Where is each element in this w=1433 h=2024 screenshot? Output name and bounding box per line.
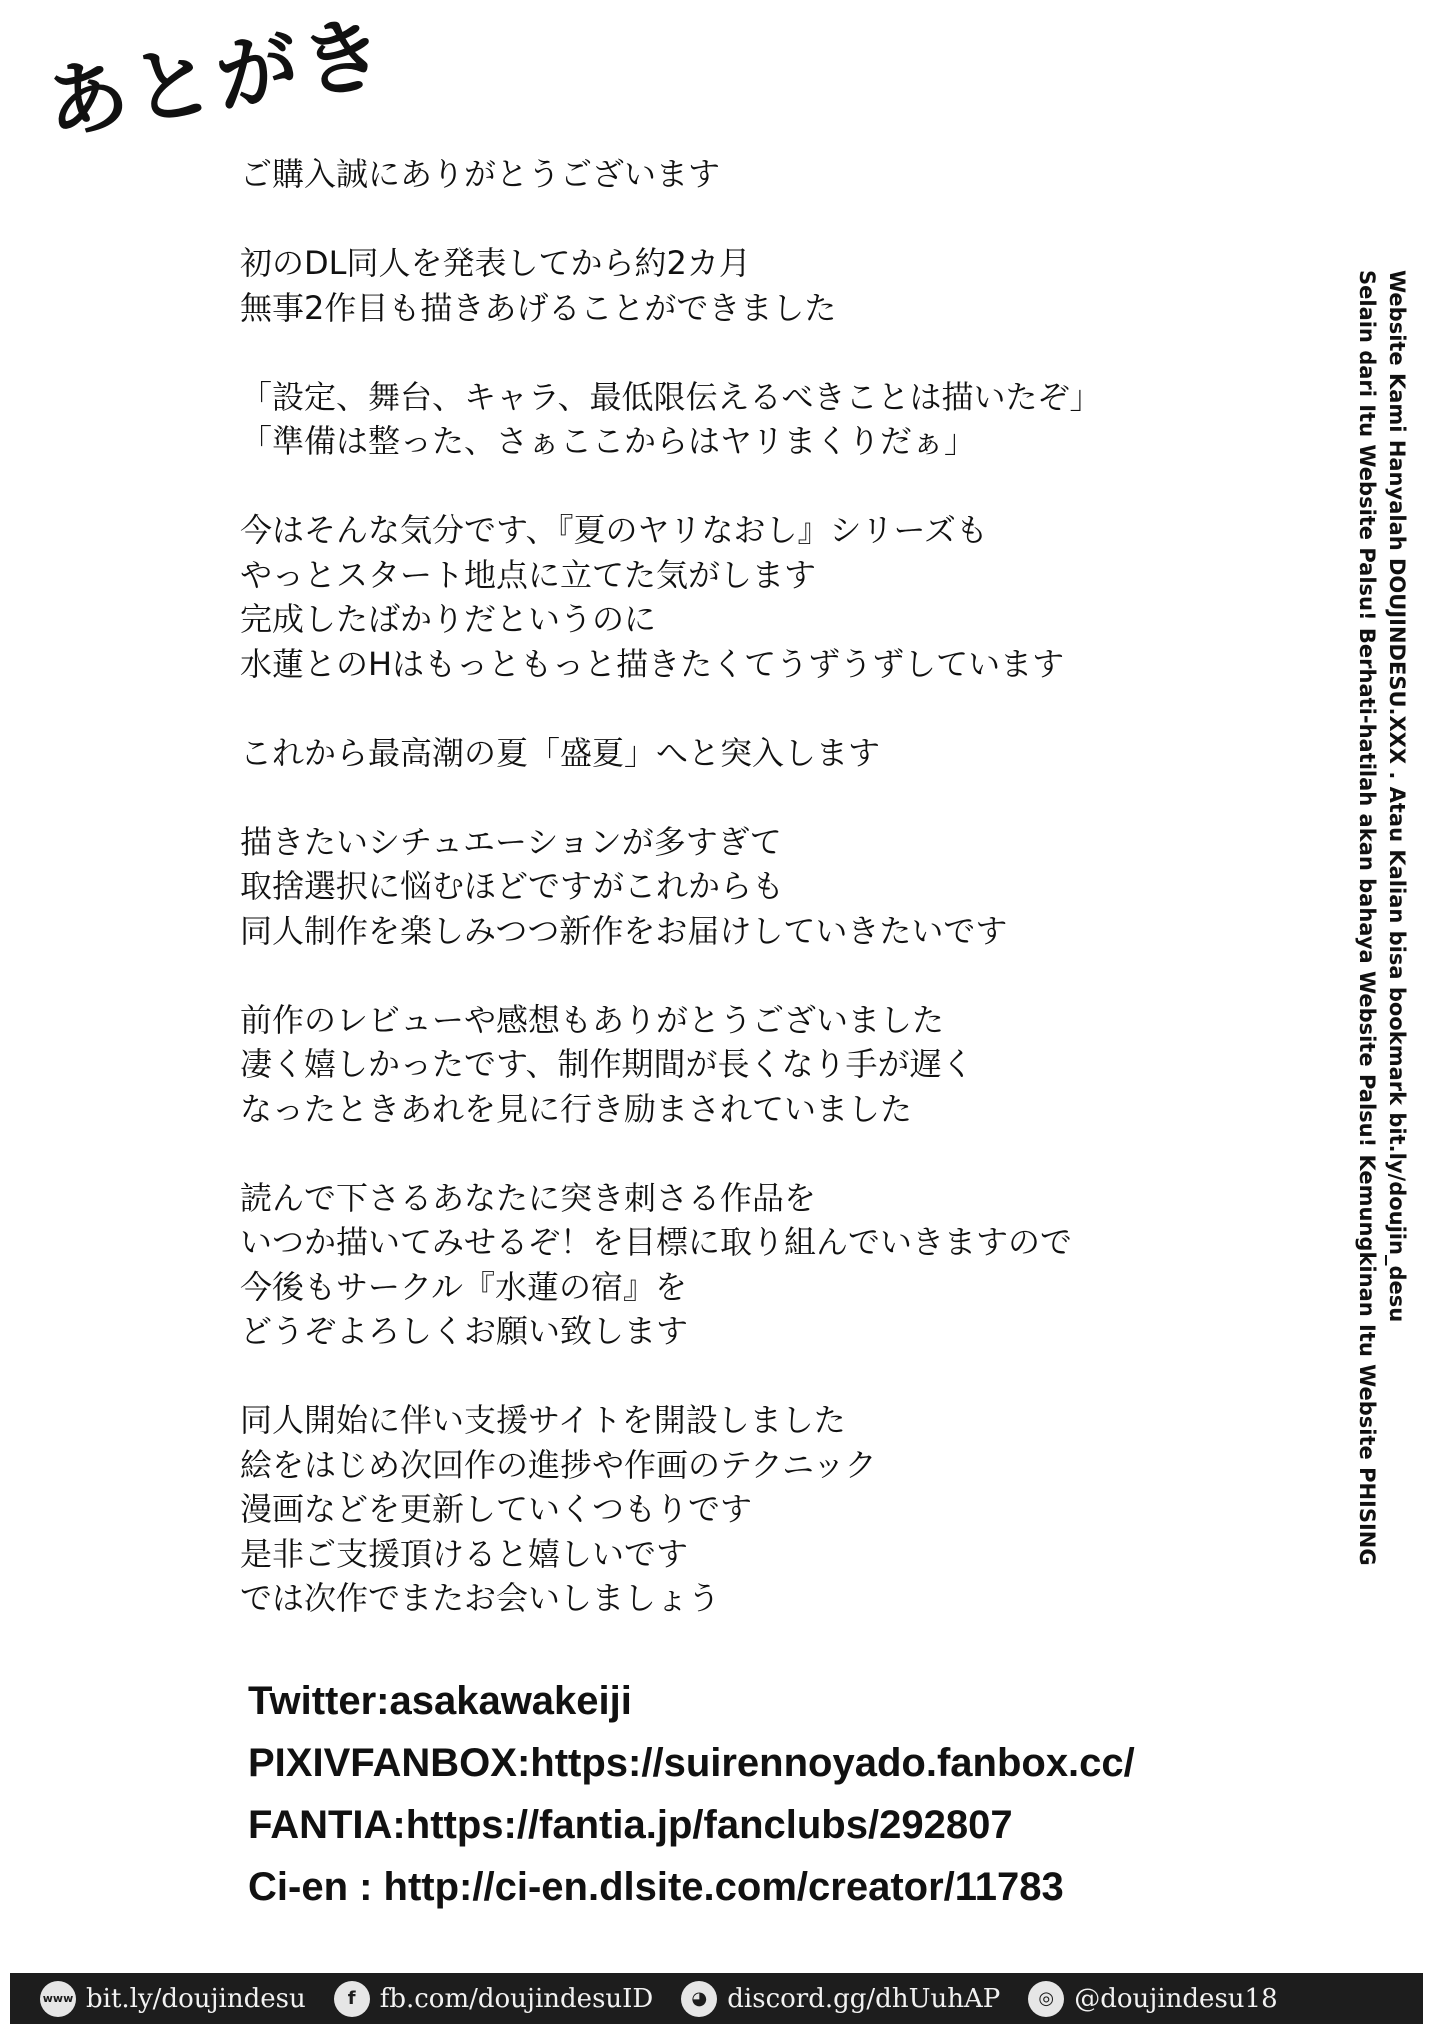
- footer-link-text: fb.com/doujindesuID: [379, 1983, 654, 2014]
- side-notice: [1352, 270, 1412, 1566]
- globe-icon: www: [40, 1981, 76, 2017]
- text-line: 「設定、舞台、キャラ、最低限伝えるべきことは描いたぞ」: [240, 377, 1102, 416]
- paragraph: [240, 375, 1300, 464]
- footer-link[interactable]: [40, 1981, 306, 2017]
- text-line: 同人開始に伴い支援サイトを開設しました: [240, 1401, 846, 1439]
- text-line: 今はそんな気分です、『夏のヤリなおし』シリーズも: [240, 511, 988, 549]
- paragraph: [240, 1176, 1300, 1354]
- page-title: あとがき: [39, 5, 395, 154]
- text-line: 読んで下さるあなたに突き刺さる作品を: [240, 1178, 817, 1217]
- notice-line: Selain dari Itu Website Palsu! Berhati-hatilah akan bahaya Website Palsu! Kemungkinan Itu Website PHISING: [1355, 270, 1379, 1566]
- notice-line: Website Kami Hanyalah DOUJINDESU.XXX . Atau Kalian bisa bookmark bit.ly/doujin_desu: [1385, 270, 1409, 1323]
- social-link[interactable]: Twitter:asakawakeiji: [248, 1679, 632, 1723]
- text-line: 絵をはじめ次回作の進捗や作画のテクニック: [240, 1445, 877, 1484]
- footer-link[interactable]: [1028, 1981, 1277, 2017]
- text-line: 是非ご支援頂けると嬉しいです: [240, 1534, 689, 1573]
- text-line: 取捨選択に悩むほどですがこれからも: [240, 867, 785, 905]
- footer-link-text: bit.ly/doujindesu: [86, 1983, 306, 2014]
- text-line: 無事2作目も描きあげることができました: [240, 288, 837, 327]
- paragraph: [240, 1398, 1300, 1621]
- text-line: ご購入誠にありがとうございます: [240, 155, 721, 193]
- discord-icon: ◕: [681, 1981, 717, 2017]
- text-line: これから最高潮の夏「盛夏」へと突入します: [240, 733, 881, 772]
- paragraph: [240, 241, 1300, 330]
- text-line: やっとスタート地点に立てた気がします: [240, 555, 817, 594]
- link-list: [248, 1670, 1135, 1918]
- footer-link[interactable]: [334, 1981, 654, 2017]
- text-line: 今後もサークル『水蓮の宿』を: [240, 1267, 688, 1306]
- afterword-body: [240, 152, 1300, 1665]
- social-link[interactable]: Ci-en : http://ci-en.dlsite.com/creator/11783: [248, 1865, 1064, 1909]
- text-line: 漫画などを更新していくつもりです: [240, 1490, 753, 1528]
- text-line: 凄く嬉しかったです、制作期間が長くなり手が遅く: [240, 1045, 974, 1083]
- facebook-icon: f: [334, 1981, 370, 2017]
- text-line: 描きたいシチュエーションが多すぎて: [240, 822, 782, 861]
- text-line: では次作でまたお会いしましょう: [240, 1579, 721, 1617]
- text-line: 同人制作を楽しみつつ新作をお届けしていきたいです: [240, 911, 1008, 950]
- paragraph: [240, 998, 1300, 1132]
- text-line: 前作のレビューや感想もありがとうございました: [240, 1000, 945, 1039]
- social-link[interactable]: FANTIA:https://fantia.jp/fanclubs/292807: [248, 1803, 1013, 1847]
- text-line: 初のDL同人を発表してから約2カ月: [240, 244, 751, 282]
- paragraph: [240, 731, 1300, 776]
- text-line: なったときあれを見に行き励まされていました: [240, 1089, 913, 1128]
- paragraph: [240, 820, 1300, 954]
- paragraph: [240, 152, 1300, 197]
- text-line: 完成したばかりだというのに: [240, 600, 657, 638]
- paragraph: [240, 508, 1300, 686]
- social-link[interactable]: PIXIVFANBOX:https://suirennoyado.fanbox.cc/: [248, 1741, 1135, 1785]
- text-line: 「準備は整った、さぁここからはヤリまくりだぁ」: [240, 422, 977, 460]
- footer-link-text: discord.gg/dhUuhAP: [727, 1983, 1001, 2014]
- footer-link[interactable]: [681, 1981, 1000, 2017]
- footer-link-text: @doujindesu18: [1074, 1983, 1278, 2014]
- text-line: いつか描いてみせるぞ！を目標に取り組んでいきますので: [240, 1223, 1073, 1261]
- text-line: 水蓮とのHはもっともっと描きたくてうずうずしています: [240, 644, 1065, 683]
- instagram-icon: ◎: [1028, 1981, 1064, 2017]
- footer-bar: [10, 1973, 1423, 2024]
- text-line: どうぞよろしくお願い致します: [240, 1312, 689, 1350]
